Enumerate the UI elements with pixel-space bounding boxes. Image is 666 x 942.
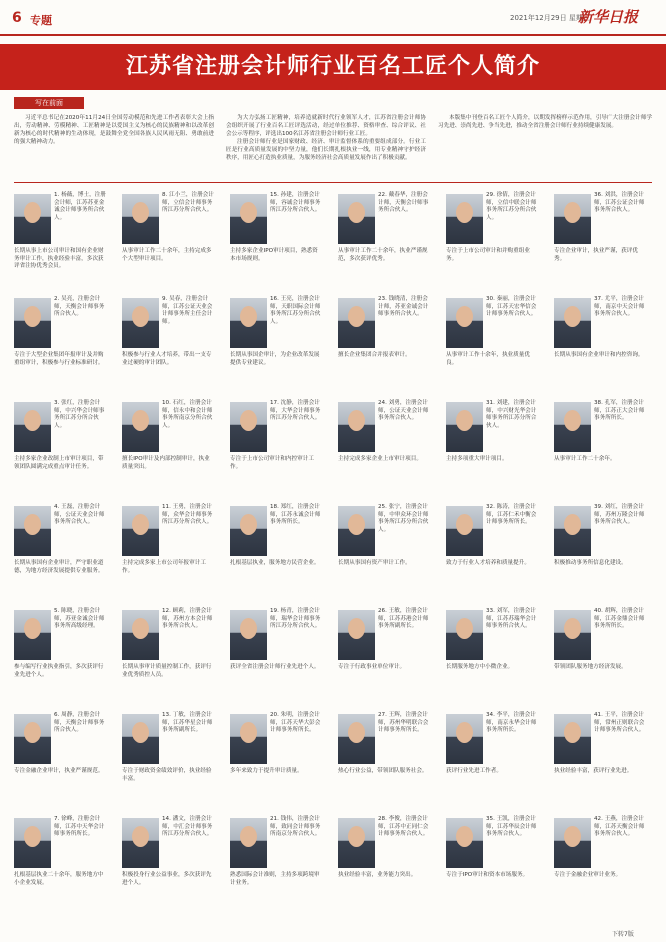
page-header bbox=[0, 0, 666, 36]
profile-text-continued: 长期从事国有资产审计工作。 bbox=[338, 560, 411, 566]
profile-text-continued: 长期服务地方中小微企业。 bbox=[446, 664, 514, 670]
profile-text-continued: 专注于行政事业单位审计。 bbox=[338, 664, 406, 670]
profile-text: 27. 王辉，注册会计师，苏州华明联合会计师事务所所长。 bbox=[378, 712, 429, 734]
title-banner bbox=[0, 44, 666, 90]
profile-text: 12. 顾莉，注册会计师，苏州方本会计师事务所合伙人。 bbox=[162, 608, 213, 630]
portrait-photo bbox=[446, 714, 483, 764]
portrait-photo bbox=[554, 610, 591, 660]
profile-text: 38. 孔军，注册会计师，江苏正大会计师事务所所长。 bbox=[594, 400, 645, 422]
section-label: 专题 bbox=[30, 14, 52, 27]
portrait-photo bbox=[122, 714, 159, 764]
profile-text: 16. 王亮，注册会计师，天职国际会计师事务所江苏分所合伙人。 bbox=[270, 296, 321, 325]
portrait-photo bbox=[554, 298, 591, 348]
intro-tag: 写在前面 bbox=[14, 97, 84, 109]
profile-text-continued: 致力于行业人才培养和质量提升。 bbox=[446, 560, 530, 566]
page-title: 江苏省注册会计师行业百名工匠个人简介 bbox=[125, 54, 540, 79]
portrait-photo bbox=[446, 298, 483, 348]
intro-paragraph: 注册会计师行业是国家财政、经济、审计监督体系的重要组成部分。行业工匠是行业高质量发展的中坚力量，他们长期扎根执业一线，用专业精神守护经济秩序，用匠心打造执业质量，为服务经济社会高质量发展作出了积极贡献。 bbox=[226, 139, 426, 161]
portrait-photo bbox=[230, 298, 267, 348]
portrait-photo bbox=[230, 818, 267, 868]
portrait-photo bbox=[230, 610, 267, 660]
profile-text-continued: 熟悉国际会计准则，主持多项跨境审计业务。 bbox=[230, 872, 320, 886]
profile-text: 3. 张红，注册会计师，中兴华会计师事务所江苏分所合伙人。 bbox=[54, 400, 105, 429]
issue-date: 2021年12月29日 星期三 bbox=[510, 14, 590, 22]
profile-text-continued: 擅长IPO审计及内部控制审计，执业质量突出。 bbox=[122, 456, 210, 470]
profile-text: 30. 秦丽，注册会计师，江苏天宏华信会计师事务所合伙人。 bbox=[486, 296, 537, 318]
portrait-photo bbox=[554, 818, 591, 868]
profile-text-continued: 主持多项重大审计项目。 bbox=[446, 456, 508, 462]
profile-text: 22. 戴春华，注册会计师，天衡会计师事务所合伙人。 bbox=[378, 192, 429, 214]
profile-text: 13. 丁敏，注册会计师，江苏华星会计师事务所副所长。 bbox=[162, 712, 213, 734]
portrait-photo bbox=[14, 818, 51, 868]
profile-text-continued: 积极推动事务所信息化建设。 bbox=[554, 560, 627, 566]
profile-text: 20. 朱明，注册会计师，江苏天华大彭会计师事务所所长。 bbox=[270, 712, 321, 734]
profile-column bbox=[554, 190, 646, 928]
intro-column-2 bbox=[226, 114, 426, 162]
profile-text: 34. 李平，注册会计师，南京永华会计师事务所所长。 bbox=[486, 712, 537, 734]
profile-text-continued: 专注于财政资金绩效评价，执业经验丰富。 bbox=[122, 768, 212, 782]
profile-text: 9. 吴春，注册会计师，江苏公证天业会计师事务所主任会计师。 bbox=[162, 296, 213, 325]
portrait-photo bbox=[338, 402, 375, 452]
portrait-photo bbox=[14, 194, 51, 244]
profile-text: 23. 钱晓清，注册会计师，苏亚金诚会计师事务所合伙人。 bbox=[378, 296, 429, 318]
newspaper-masthead: 新华日报 bbox=[578, 8, 639, 26]
profile-column bbox=[14, 190, 106, 928]
profile-text-continued: 专注于大型企业集团年报审计及并购重组审计，积极参与行业标准研讨。 bbox=[14, 352, 104, 366]
profile-text-continued: 长期从事国企审计，为企业改革发展提供专业建议。 bbox=[230, 352, 320, 366]
profile-text-continued: 积极参与行业人才培养，带出一支专业过硬的审计团队。 bbox=[122, 352, 212, 366]
profile-text: 5. 陈晓，注册会计师，苏亚金诚会计师事务所高级经理。 bbox=[54, 608, 105, 630]
portrait-photo bbox=[338, 298, 375, 348]
profile-text: 36. 刘洪，注册会计师，江苏公证会计师事务所合伙人。 bbox=[594, 192, 645, 214]
profile-text: 11. 王勇，注册会计师，众华会计师事务所江苏分所合伙人。 bbox=[162, 504, 213, 526]
portrait-photo bbox=[446, 402, 483, 452]
profile-text-continued: 长期从事国有企业审计，严守职业道德，为地方经济发展提供专业服务。 bbox=[14, 560, 104, 574]
portrait-photo bbox=[554, 402, 591, 452]
portrait-photo bbox=[230, 714, 267, 764]
profile-text: 1. 杨薇，博士，注册会计师，江苏苏亚金诚会计师事务所合伙人。 bbox=[54, 192, 106, 221]
intro-paragraph: 习近平总书记在2020年11月24日全国劳动模范和先进工作者表彰大会上指出，劳动精神、劳模精神、工匠精神是以爱国主义为核心的民族精神和以改革创新为核心的时代精神的生动体现，是鼓舞全党全国各族人民风雨无阻、勇敢前进的强大精神动力。 bbox=[14, 115, 214, 145]
profile-text-continued: 执业经验丰富，业务能力突出。 bbox=[338, 872, 417, 878]
profile-text-continued: 从事审计工作二十余年。 bbox=[554, 456, 616, 462]
portrait-photo bbox=[338, 714, 375, 764]
intro-column-3 bbox=[438, 114, 652, 130]
profile-text-continued: 积极投身行业公益事业，多次获评先进个人。 bbox=[122, 872, 212, 886]
portrait-photo bbox=[446, 194, 483, 244]
portrait-photo bbox=[338, 506, 375, 556]
profile-text: 37. 尤平，注册会计师，南京中天会计师事务所合伙人。 bbox=[594, 296, 645, 318]
profile-text: 40. 胡辉，注册会计师，江苏金鼎会计师事务所所长。 bbox=[594, 608, 645, 630]
profile-text-continued: 主持多家企业IPO审计项目，熟悉资本市场规则。 bbox=[230, 248, 318, 262]
profile-text: 26. 王敏，注册会计师，江苏苏港会计师事务所副所长。 bbox=[378, 608, 429, 630]
portrait-photo bbox=[446, 610, 483, 660]
profile-text-continued: 扎根基层执业二十余年，服务地方中小企业发展。 bbox=[14, 872, 104, 886]
profile-text-continued: 获评全省注册会计师行业先进个人。 bbox=[230, 664, 320, 670]
profile-text-continued: 获评行业先进工作者。 bbox=[446, 768, 502, 774]
profile-text: 39. 刘红，注册会计师，苏州万隆会计师事务所合伙人。 bbox=[594, 504, 645, 526]
profile-text: 28. 李俊，注册会计师，江苏中正同仁会计师事务所合伙人。 bbox=[378, 816, 429, 838]
profile-text-continued: 从事审计工作二十余年，执业严谨规范，多次获评优秀。 bbox=[338, 248, 428, 262]
profile-text-continued: 擅长企业集团合并报表审计。 bbox=[338, 352, 411, 358]
profile-text: 35. 王凯，注册会计师，江苏华辰会计师事务所合伙人。 bbox=[486, 816, 537, 838]
profile-text: 29. 徐倩，注册会计师，立信中联会计师事务所江苏分所合伙人。 bbox=[486, 192, 537, 221]
portrait-photo bbox=[14, 506, 51, 556]
portrait-photo bbox=[122, 818, 159, 868]
profile-text: 14. 潘文，注册会计师，中汇会计师事务所江苏分所合伙人。 bbox=[162, 816, 213, 838]
profile-text-continued: 主持完成多家企业上市审计项目。 bbox=[338, 456, 422, 462]
profile-text: 31. 刘建，注册会计师，中兴财光华会计师事务所江苏分所合伙人。 bbox=[486, 400, 537, 429]
portrait-photo bbox=[122, 402, 159, 452]
profile-text-continued: 主持多家企业改制上市审计项目，带领团队圆满完成重点审计任务。 bbox=[14, 456, 104, 470]
profile-column bbox=[230, 190, 322, 928]
profile-text-continued: 专注于上市公司审计和内控审计工作。 bbox=[230, 456, 314, 470]
portrait-photo bbox=[122, 194, 159, 244]
profile-text: 25. 张宁，注册会计师，中审众环会计师事务所江苏分所合伙人。 bbox=[378, 504, 429, 533]
profile-text-continued: 专注于IPO审计和资本市场服务。 bbox=[446, 872, 529, 878]
profile-text: 7. 徐峰，注册会计师，江苏中天华会计师事务所所长。 bbox=[54, 816, 105, 838]
profile-text: 18. 郑红，注册会计师，江苏永诚会计师事务所所长。 bbox=[270, 504, 321, 526]
profile-text-continued: 专注金融企业审计，执业严谨规范。 bbox=[14, 768, 104, 774]
profile-text-continued: 专注企业审计，执业严谨，获评优秀。 bbox=[554, 248, 638, 262]
intro-paragraph: 本版集中刊登百名工匠个人简介，以期发挥榜样示范作用，引导广大注册会计师学习先进、崇尚先进、争当先进，推动全省注册会计师行业持续健康发展。 bbox=[438, 115, 652, 129]
profile-text-continued: 长期从事国有企业审计和内控咨询。 bbox=[554, 352, 644, 358]
section-divider bbox=[14, 182, 652, 183]
profile-text: 10. 石红，注册会计师，信永中和会计师事务所南京分所合伙人。 bbox=[162, 400, 213, 429]
portrait-photo bbox=[122, 506, 159, 556]
portrait-photo bbox=[446, 818, 483, 868]
portrait-photo bbox=[122, 298, 159, 348]
profile-text: 8. 江小兰，注册会计师，立信会计师事务所江苏分所合伙人。 bbox=[162, 192, 214, 214]
profile-text-continued: 热心行业公益，带领团队服务社会。 bbox=[338, 768, 428, 774]
profile-text: 6. 周静，注册会计师，天衡会计师事务所合伙人。 bbox=[54, 712, 105, 734]
profile-text-continued: 主持完成多家上市公司年报审计工作。 bbox=[122, 560, 206, 574]
portrait-photo bbox=[554, 194, 591, 244]
profile-text: 41. 王平，注册会计师，常州正则联合会计师事务所合伙人。 bbox=[594, 712, 645, 734]
intro-column-1 bbox=[14, 114, 214, 146]
portrait-photo bbox=[14, 714, 51, 764]
continued-note: 下转7版 bbox=[612, 931, 634, 938]
portrait-photo bbox=[446, 506, 483, 556]
profile-text-continued: 从事审计工作二十余年，主持完成多个大型审计项目。 bbox=[122, 248, 212, 262]
profile-text-continued: 专注于上市公司审计和并购重组业务。 bbox=[446, 248, 530, 262]
profile-text: 42. 王燕，注册会计师，江苏天衡会计师事务所合伙人。 bbox=[594, 816, 645, 838]
portrait-photo bbox=[14, 610, 51, 660]
portrait-photo bbox=[338, 610, 375, 660]
portrait-photo bbox=[122, 610, 159, 660]
profile-text: 2. 吴亮，注册会计师，天衡会计师事务所合伙人。 bbox=[54, 296, 105, 318]
profile-text-continued: 多年来致力于提升审计质量。 bbox=[230, 768, 303, 774]
profile-text: 24. 刘勇，注册会计师，公证天业会计师事务所合伙人。 bbox=[378, 400, 429, 422]
profile-text: 15. 孙建，注册会计师，容诚会计师事务所江苏分所合伙人。 bbox=[270, 192, 321, 214]
profile-text: 32. 陈涛，注册会计师，江苏仁禾中衡会计师事务所所长。 bbox=[486, 504, 537, 526]
portrait-photo bbox=[230, 402, 267, 452]
profile-column bbox=[122, 190, 214, 928]
profile-text-continued: 参与编写行业执业指引，多次获评行业先进个人。 bbox=[14, 664, 104, 678]
portrait-photo bbox=[338, 194, 375, 244]
portrait-photo bbox=[14, 298, 51, 348]
profile-text-continued: 执业经验丰富，获评行业先进。 bbox=[554, 768, 633, 774]
portrait-photo bbox=[554, 506, 591, 556]
profile-text: 21. 钱伟，注册会计师，致同会计师事务所南京分所合伙人。 bbox=[270, 816, 321, 838]
profile-text: 33. 刘军，注册会计师，江苏苏瑞华会计师事务所合伙人。 bbox=[486, 608, 537, 630]
profile-text-continued: 带领团队服务地方经济发展。 bbox=[554, 664, 627, 670]
profile-text-continued: 扎根基层执业，服务地方民营企业。 bbox=[230, 560, 320, 566]
portrait-photo bbox=[230, 194, 267, 244]
portrait-photo bbox=[554, 714, 591, 764]
profile-text-continued: 长期从事上市公司审计和国有企业财务审计工作，执业经验丰富，多次获评省注协优秀会员。 bbox=[14, 248, 104, 270]
profile-column bbox=[338, 190, 430, 928]
intro-paragraph: 为大力弘扬工匠精神，培养造就新时代行业领军人才，江苏省注册会计师协会组织开展了行业百名工匠评选活动，经过单位推荐、资格审查、综合评议、社会公示等程序，评选出100名江苏省注册会计师行业工匠。 bbox=[226, 115, 426, 137]
portrait-photo bbox=[230, 506, 267, 556]
profile-text: 17. 沈静，注册会计师，大华会计师事务所江苏分所合伙人。 bbox=[270, 400, 321, 422]
page-number: 6 bbox=[12, 10, 22, 26]
profile-text-continued: 专注于金融企业审计业务。 bbox=[554, 872, 622, 878]
portrait-photo bbox=[14, 402, 51, 452]
profile-text: 4. 王磊，注册会计师，公证天业会计师事务所合伙人。 bbox=[54, 504, 105, 526]
profile-text-continued: 从事审计工作十余年，执业质量优良。 bbox=[446, 352, 530, 366]
profile-text-continued: 长期从事审计质量控制工作，获评行业优秀质控人员。 bbox=[122, 664, 212, 678]
profile-text: 19. 杨青，注册会计师，瑞华会计师事务所江苏分所合伙人。 bbox=[270, 608, 321, 630]
profile-column bbox=[446, 190, 538, 928]
portrait-photo bbox=[338, 818, 375, 868]
